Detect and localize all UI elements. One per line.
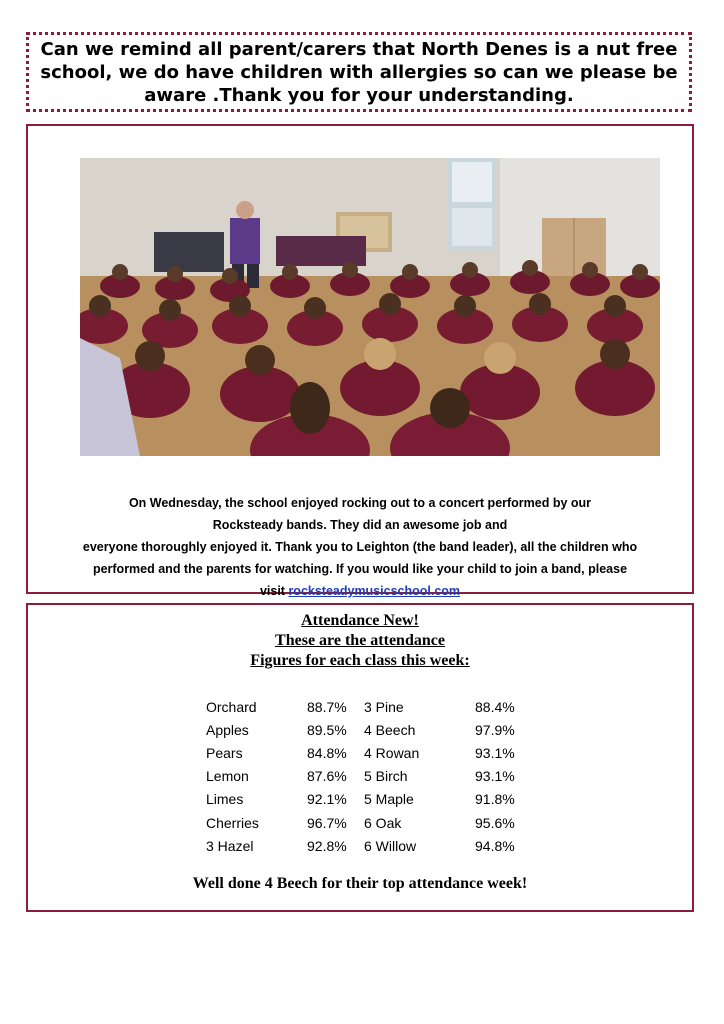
class-name: Apples [206,721,249,738]
attendance-heading [28,611,692,671]
class-percent: 96.7% [307,814,347,831]
nut-free-notice [26,32,692,112]
concert-panel [26,124,694,598]
class-percent: 95.6% [475,814,515,831]
visit-label: visit [259,584,289,598]
table-row [206,718,535,741]
class-percent: 84.8% [307,744,347,761]
table-row [206,788,535,811]
attendance-heading-line-2: These are the attendance [275,632,445,649]
rocksteady-link[interactable]: rocksteadymusicschool.com [288,584,461,598]
class-percent: 89.5% [307,721,347,738]
class-name: 5 Maple [364,791,414,808]
class-name: 3 Hazel [206,837,254,854]
class-percent: 92.1% [307,791,347,808]
concert-line-4: performed and the parents for watching. If you would like your child to join a band, please [92,562,628,576]
class-percent: 97.9% [475,721,515,738]
attendance-heading-line-3: Figures for each class this week: [250,652,470,669]
class-name: Lemon [206,768,249,785]
notice-text: Can we remind all parent/carers that North Denes is a nut free school, we do have children with allergies so can we please be aware .Thank you for your understanding. [40,38,678,106]
table-row [206,741,535,764]
concert-line-3: everyone thoroughly enjoyed it. Thank you to Leighton (the band leader), all the children who [82,540,638,554]
class-name: Cherries [206,814,259,831]
attendance-panel [26,603,694,912]
concert-line-1: On Wednesday, the school enjoyed rocking out to a concert performed by our [128,496,592,510]
class-percent: 88.7% [307,698,347,715]
class-name: Limes [206,791,244,808]
class-percent: 94.8% [475,837,515,854]
class-percent: 91.8% [475,791,515,808]
attendance-heading-line-1: Attendance New! [301,612,419,629]
table-row [206,811,535,834]
class-name: Pears [206,744,243,761]
attendance-table [206,695,535,857]
class-name: 6 Oak [364,814,402,831]
table-row [206,765,535,788]
class-name: 5 Birch [364,768,408,785]
concert-description [38,492,682,602]
table-row [206,834,535,857]
class-percent: 87.6% [307,768,347,785]
class-name: Orchard [206,698,257,715]
class-percent: 88.4% [475,698,515,715]
class-name: 6 Willow [364,837,417,854]
attendance-footer: Well done 4 Beech for their top attendance week! [192,875,528,892]
class-percent: 93.1% [475,768,515,785]
concert-line-5 [38,580,682,602]
concert-line-2: Rocksteady bands. They did an awesome job and [212,518,508,532]
assembly-photo [80,158,660,456]
class-percent: 92.8% [307,837,347,854]
class-percent: 93.1% [475,744,515,761]
table-row [206,695,535,718]
class-name: 3 Pine [364,698,404,715]
class-name: 4 Rowan [364,744,420,761]
class-name: 4 Beech [364,721,416,738]
